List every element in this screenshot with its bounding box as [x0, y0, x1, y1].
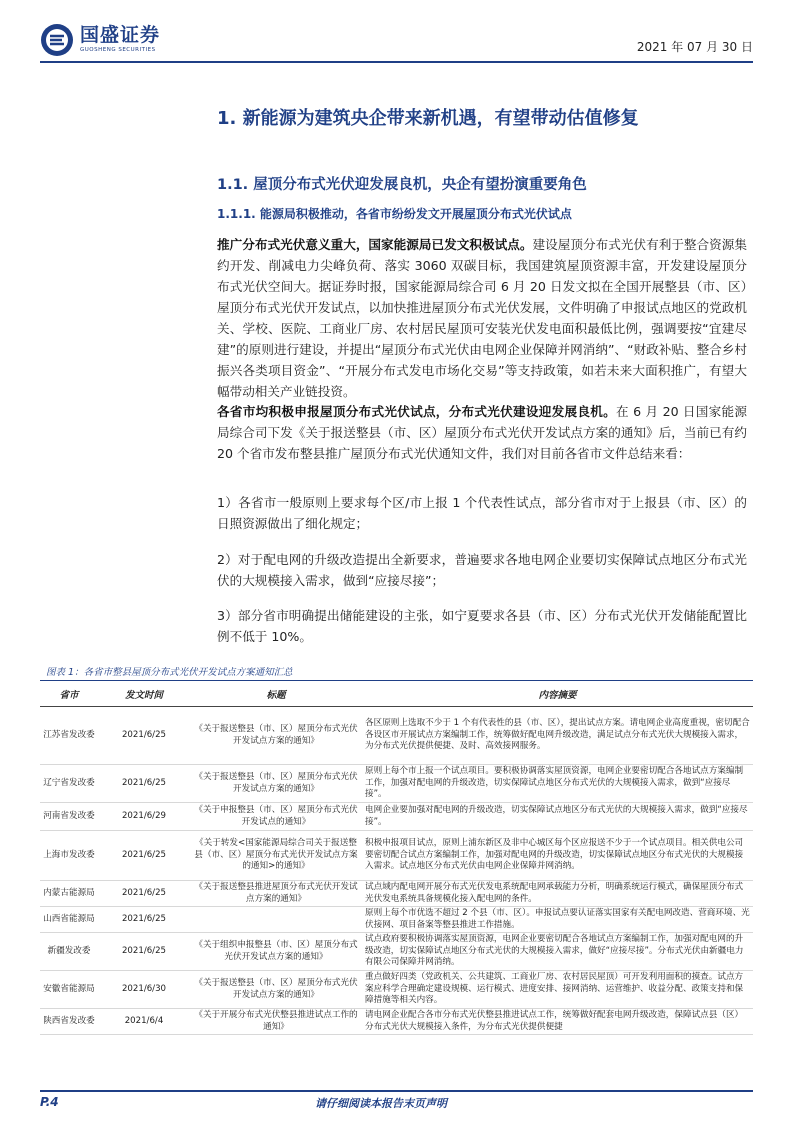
- table-row: [40, 831, 753, 881]
- cell-summary: 原则上每个市上报一个试点项目。要积极协调落实屋顶资源，电网企业要密切配合各地试点方案编制工作，加强对配电网的升级改造，切实保障试点地区分布式光伏的大规模接入需求，做到“应接尽接”。: [362, 765, 753, 803]
- section-heading-1: 1. 新能源为建筑央企带来新机遇，有望带动估值修复: [217, 108, 639, 129]
- cell-province: 上海市发改委: [40, 831, 98, 881]
- cell-province: 辽宁省发改委: [40, 765, 98, 803]
- table-row: [40, 765, 753, 803]
- cell-summary: 积极申报项目试点，原则上浦东新区及非中心城区每个区应报送不少于一个试点项目。相关供电公司要密切配合试点方案编制工作，加强对配电网的升级改造，切实保障试点地区分布式光伏的大规模接入需求。试点地区分布式光伏由电网企业保障并网消纳。: [362, 831, 753, 881]
- disclaimer-note: 请仔细阅读本报告末页声明: [315, 1097, 447, 1110]
- cell-summary: 电网企业要加强对配电网的升级改造，切实保障试点地区分布式光伏的大规模接入需求，做到“应接尽接”。: [362, 803, 753, 831]
- table-row: [40, 971, 753, 1009]
- section-heading-1-1: 1.1. 屋顶分布式光伏迎发展良机，央企有望扮演重要角色: [217, 177, 587, 193]
- cell-title: 《关于报送整县（市、区）屋顶分布式光伏开发试点方案的通知》: [190, 765, 362, 803]
- cell-date: 2021/6/25: [98, 907, 190, 933]
- cell-title: 《关于报送整县（市、区）屋顶分布式光伏开发试点方案的通知》: [190, 707, 362, 765]
- paragraph-2-lead: 各省市均积极申报屋顶分布式光伏试点，分布式光伏建设迎发展良机。: [217, 404, 617, 419]
- cell-province: 内蒙古能源局: [40, 881, 98, 907]
- paragraph-2: [217, 401, 747, 464]
- cell-summary: 试点域内配电网开展分布式光伏发电系统配电网承载能力分析，明确系统运行模式，确保屋顶分布式光伏发电系统具备规模化接入配电网的条件。: [362, 881, 753, 907]
- table-row: [40, 933, 753, 971]
- column-header-title: 标题: [190, 682, 362, 707]
- guosheng-logo-icon: [40, 23, 74, 57]
- table-row: [40, 707, 753, 765]
- logo-name-cn: 国盛证券: [80, 24, 161, 47]
- company-logo: [40, 22, 160, 58]
- figure-divider: [40, 680, 753, 681]
- cell-date: 2021/6/29: [98, 803, 190, 831]
- cell-title: 《关于报送整县（市、区）屋顶分布式光伏开发试点方案的通知》: [190, 971, 362, 1009]
- cell-province: 新疆发改委: [40, 933, 98, 971]
- column-header-summary: 内容摘要: [362, 682, 753, 707]
- cell-title: 《关于转发<国家能源局综合司关于报送整县（市、区）屋顶分布式光伏开发试点方案的通知>的通知》: [190, 831, 362, 881]
- cell-date: 2021/6/25: [98, 881, 190, 907]
- table-row: [40, 881, 753, 907]
- cell-province: 安徽省能源局: [40, 971, 98, 1009]
- cell-date: 2021/6/30: [98, 971, 190, 1009]
- cell-title: [190, 907, 362, 933]
- section-heading-1-1-1: 1.1.1. 能源局积极推动，各省市纷纷发文开展屋顶分布式光伏试点: [217, 207, 572, 221]
- cell-summary: 请电网企业配合各市分布式光伏整县推进试点工作，统筹做好配套电网升级改造，保障试点县（区）分布式光伏大规模接入条件，为分布式光伏提供便捷: [362, 1009, 753, 1035]
- report-date: 2021 年 07 月 30 日: [636, 40, 753, 54]
- cell-date: 2021/6/4: [98, 1009, 190, 1035]
- paragraph-1-body: 建设屋顶分布式光伏有利于整合资源集约开发、削减电力尖峰负荷、落实 3060 双碳目标，我国建筑屋顶资源丰富，开发建设屋顶分布式光伏空间大。据证券时报，国家能源局综合司 6 月 20 日发文拟在全国开展整县（市、区）屋顶分布式光伏开发试点，以加快推进屋顶分布式光伏发展，文件明确了申报试点地区的党政机关、学校、医院、工商业厂房、农村居民屋顶可安装光伏发电面积最低比例，强调要按“宜建尽建”的原则进行建设，并提出“屋顶分布式光伏由电网企业保障并网消纳”、“财政补贴、整合乡村振兴各类项目资金”、“开展分布式发电市场化交易”等支持政策，如若未来大面积推广，有望大幅带动相关产业链投资。: [217, 237, 748, 399]
- cell-summary: 试点政府要积极协调落实屋顶资源，电网企业要密切配合各地试点方案编制工作，加强对配电网的升级改造，切实保障试点地区分布式光伏的大规模接入需求，做好“应接尽接”。分布式光伏由新疆电力有限公司保障并网消纳。: [362, 933, 753, 971]
- table-row: [40, 803, 753, 831]
- paragraph-point-2: 2）对于配电网的升级改造提出全新要求，普遍要求各地电网企业要切实保障试点地区分布式光伏的大规模接入需求，做到“应接尽接”；: [217, 552, 747, 588]
- cell-summary: 各区原则上选取不少于 1 个有代表性的县（市、区），提出试点方案。请电网企业高度重视，密切配合各设区市开展试点方案编制工作，统筹做好配电网升级改造，满足试点分布式光伏大规模接入需求，为分布式光伏提供便捷、及时、高效接网服务。: [362, 707, 753, 765]
- policy-table: [40, 682, 753, 1035]
- cell-date: 2021/6/25: [98, 765, 190, 803]
- table-row: [40, 1009, 753, 1035]
- cell-province: 河南省发改委: [40, 803, 98, 831]
- paragraph-2-body: 在 6 月 20 日国家能源局综合司下发《关于报送整县（市、区）屋顶分布式光伏开发试点方案的通知》后，当前已有约 20 个省市发布整县推广屋顶分布式光伏通知文件，我们对目前各省市文件总结来看：: [217, 404, 747, 461]
- table-row: [40, 907, 753, 933]
- page-number: P.4: [40, 1095, 59, 1109]
- paragraph-point-3: 3）部分省市明确提出储能建设的主张，如宁夏要求各县（市、区）分布式光伏开发储能配置比例不低于 10%。: [217, 608, 747, 644]
- cell-date: 2021/6/25: [98, 707, 190, 765]
- paragraph-point-1: 1）各省市一般原则上要求每个区/市上报 1 个代表性试点，部分省市对于上报县（市、区）的日照资源做出了细化规定；: [217, 495, 747, 531]
- paragraph-1: [217, 234, 747, 402]
- header-divider: [40, 61, 753, 63]
- cell-title: 《关于组织申报整县（市、区）屋顶分布式光伏开发试点方案的通知》: [190, 933, 362, 971]
- cell-province: 江苏省发改委: [40, 707, 98, 765]
- cell-title: 《关于申报整县（市、区）屋顶分布式光伏开发试点的通知》: [190, 803, 362, 831]
- cell-province: 陕西省发改委: [40, 1009, 98, 1035]
- cell-title: 《关于报送整县推进屋顶分布式光伏开发试点方案的通知》: [190, 881, 362, 907]
- policy-table-container: [40, 682, 753, 1035]
- cell-date: 2021/6/25: [98, 933, 190, 971]
- cell-date: 2021/6/25: [98, 831, 190, 881]
- cell-title: 《关于开展分布式光伏整县推进试点工作的通知》: [190, 1009, 362, 1035]
- figure-title: 图表 1：各省市整县屋顶分布式光伏开发试点方案通知汇总: [46, 667, 293, 678]
- paragraph-1-lead: 推广分布式光伏意义重大，国家能源局已发文积极试点。: [217, 237, 533, 252]
- logo-name-en: GUOSHENG SECURITIES: [80, 47, 156, 54]
- column-header-date: 发文时间: [98, 682, 190, 707]
- cell-province: 山西省能源局: [40, 907, 98, 933]
- footer-divider: [40, 1090, 753, 1092]
- table-header-row: [40, 682, 753, 707]
- cell-summary: 重点做好四类（党政机关、公共建筑、工商业厂房、农村居民屋顶）可开发利用面积的摸查。试点方案应科学合理确定建设规模、运行模式、进度安排、接网消纳、运营维护、收益分配、政策支持和保障措施等相关内容。: [362, 971, 753, 1009]
- cell-summary: 原则上每个市优选不超过 2 个县（市、区）。申报试点要认证落实国家有关配电网改造、营商环境、光伏接网、项目备案等整县推进工作措施。: [362, 907, 753, 933]
- column-header-province: 省市: [40, 682, 98, 707]
